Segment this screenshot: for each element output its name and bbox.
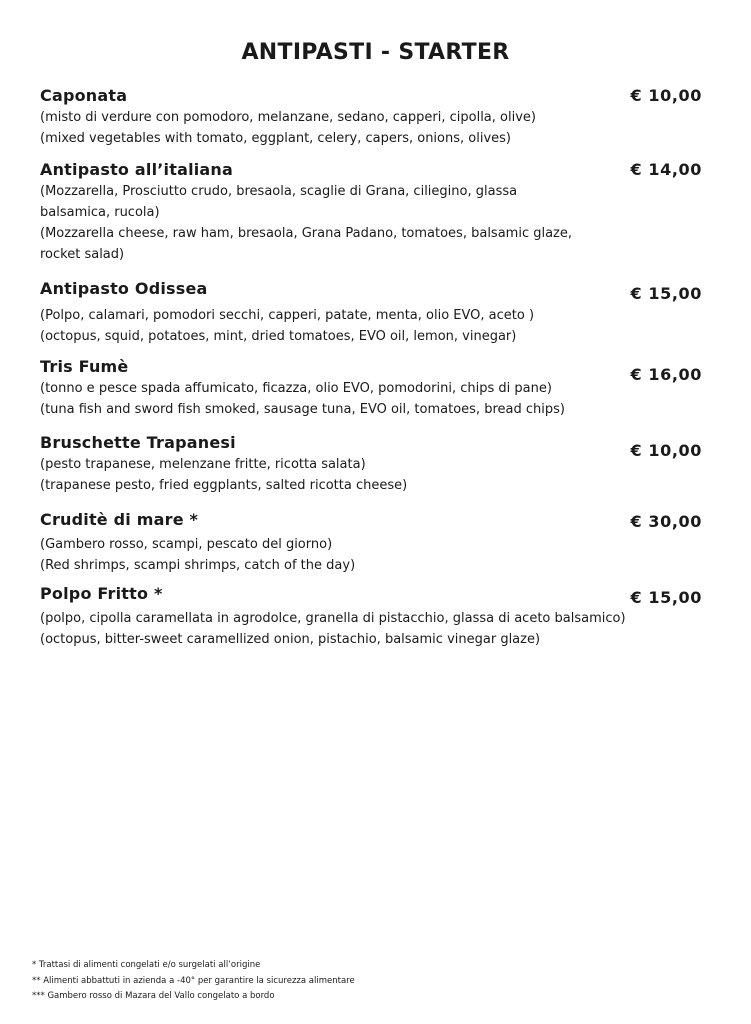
dish-name: Antipasto all’italiana [40,160,234,179]
dish-price: € 10,00 [630,441,702,460]
dish-price: € 15,00 [630,284,702,303]
menu-item-polpo-fritto [40,583,720,650]
footnote-red-shrimp: *** Gambero rosso di Mazara del Vallo congelato a bordo [32,991,275,1001]
dish-name: Caponata [40,86,128,105]
dish-description-en: (Mozzarella cheese, raw ham, bresaola, Grana Padano, tomatoes, balsamic glaze, rocket salad) [40,226,573,262]
dish-name: Bruschette Trapanesi [40,433,236,452]
dish-description-it: (Polpo, calamari, pomodori secchi, capperi, patate, menta, olio EVO, aceto ) [40,308,535,323]
dish-name: Polpo Fritto * [40,584,163,603]
dish-price: € 15,00 [630,588,702,607]
page-title: ANTIPASTI - STARTER [241,40,510,65]
footnotes [32,958,355,1005]
dish-description-en: (trapanese pesto, fried eggplants, salted ricotta cheese) [40,478,408,493]
dish-description-it: (pesto trapanese, melenzane fritte, ricotta salata) [40,457,366,472]
dish-name: Cruditè di mare * [40,510,199,529]
menu-item-antipasto-odissea [40,278,720,347]
dish-price: € 10,00 [630,86,702,105]
dish-name: Antipasto Odissea [40,279,208,298]
dish-description-it: (misto di verdure con pomodoro, melanzane, sedano, capperi, cipolla, olive) [40,110,536,125]
dish-price: € 30,00 [630,512,702,531]
menu-item-tris-fume [40,356,720,420]
dish-price: € 14,00 [630,160,702,179]
footnote-blast-chilled: ** Alimenti abbattuti in azienda a -40° per garantire la sicurezza alimentare [32,975,355,986]
menu-item-bruschette-trapanesi [40,432,720,496]
dish-price: € 16,00 [630,365,702,384]
menu-item-crudite-di-mare [40,509,720,576]
dish-description-it: (Mozzarella, Prosciutto crudo, bresaola, scaglie di Grana, ciliegino, glassa balsamica, rucola) [40,184,518,220]
dish-description-it: (tonno e pesce spada affumicato, ficazza, olio EVO, pomodorini, chips di pane) [40,381,552,396]
dish-description-en: (mixed vegetables with tomato, eggplant, celery, capers, onions, olives) [40,131,511,146]
dish-name: Tris Fumè [40,357,129,376]
menu-item-caponata [40,85,720,149]
menu-item-antipasto-italiana [40,159,720,265]
dish-description-en: (octopus, bitter-sweet caramellized onion, pistachio, balsamic vinegar glaze) [40,632,541,647]
footnote-frozen: * Trattasi di alimenti congelati e/o surgelati all’origine [32,960,261,970]
dish-description-en: (Red shrimps, scampi shrimps, catch of the day) [40,558,356,573]
dish-description-it: (polpo, cipolla caramellata in agrodolce, granella di pistacchio, glassa di aceto balsamico) [40,611,626,626]
dish-description-it: (Gambero rosso, scampi, pescato del giorno) [40,537,333,552]
dish-description-en: (octopus, squid, potatoes, mint, dried tomatoes, EVO oil, lemon, vinegar) [40,329,517,344]
dish-description-en: (tuna fish and sword fish smoked, sausage tuna, EVO oil, tomatoes, bread chips) [40,402,565,417]
